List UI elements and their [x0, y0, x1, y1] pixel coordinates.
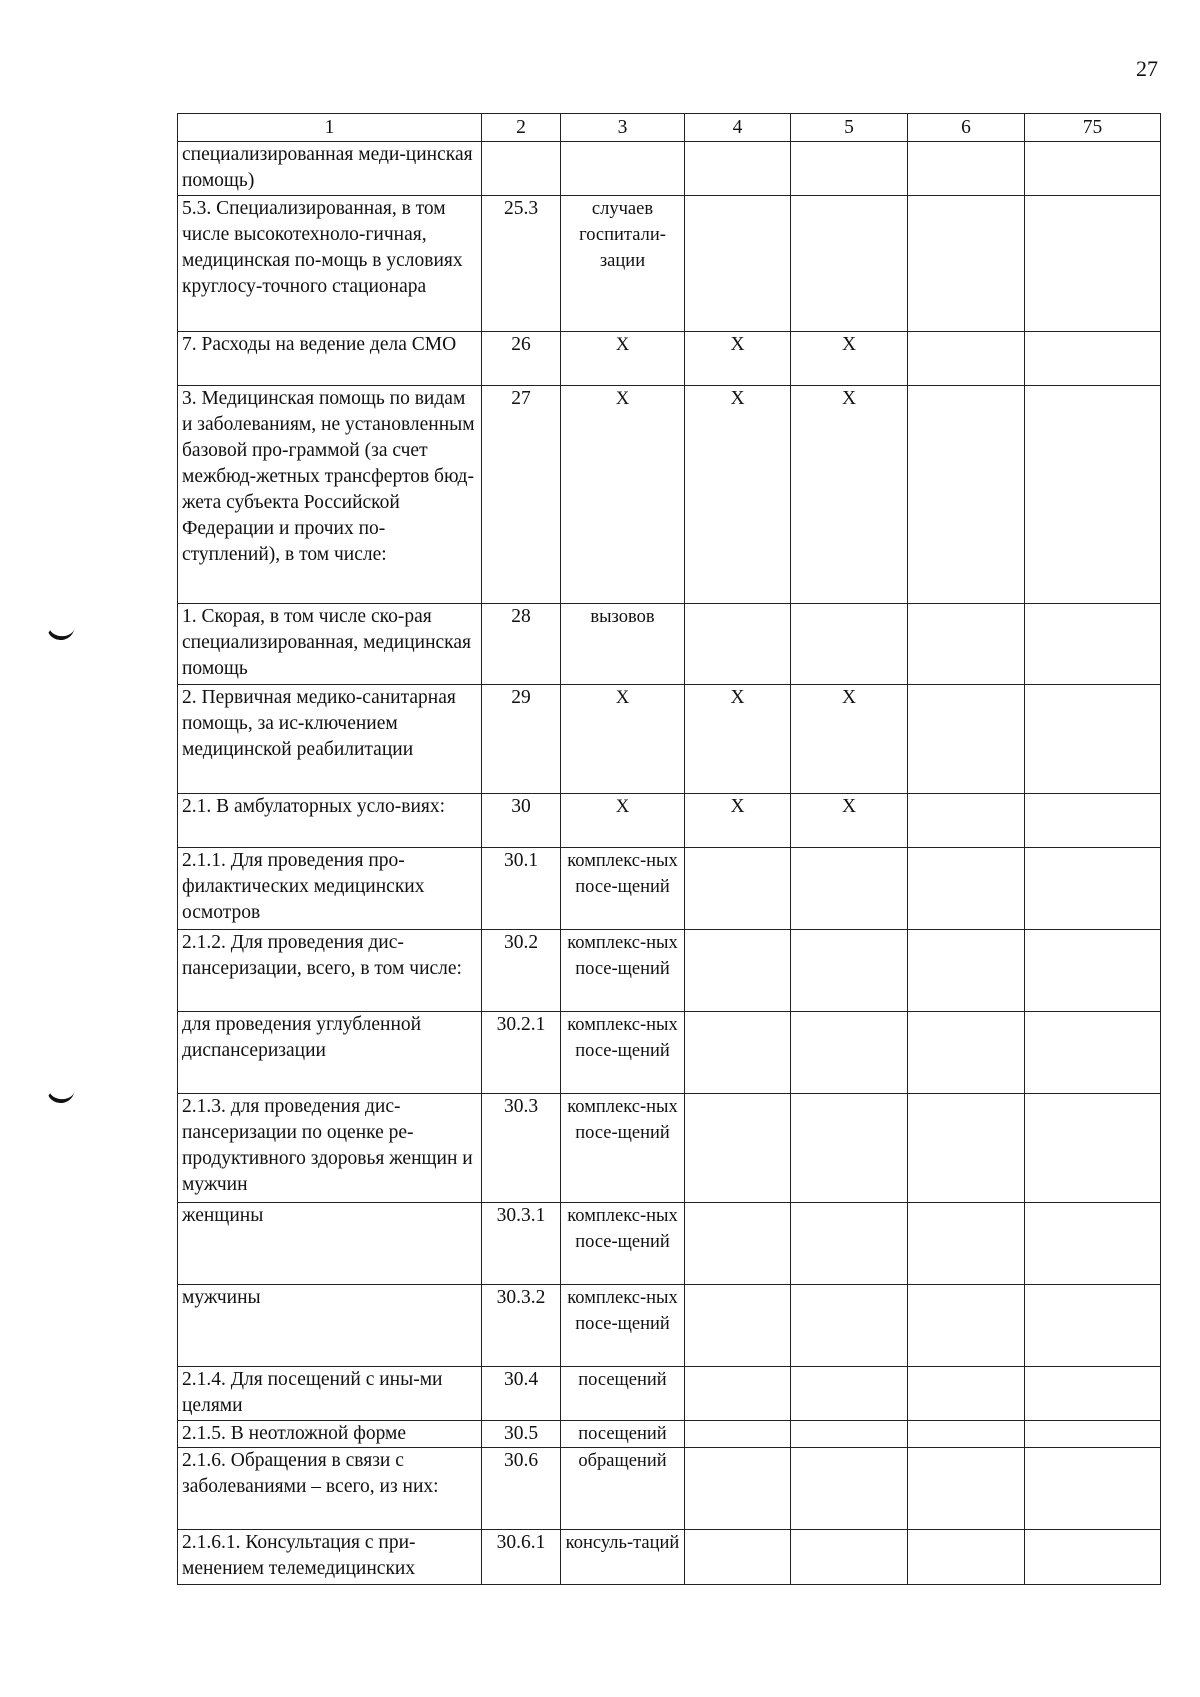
table-row — [178, 685, 1161, 794]
row-code-cell: 28 — [482, 604, 561, 685]
value-cell — [791, 930, 908, 1012]
row-code-cell: 30.2.1 — [482, 1012, 561, 1094]
value-cell — [908, 794, 1025, 848]
value-cell — [791, 196, 908, 332]
data-table — [177, 113, 1161, 1585]
table-row — [178, 196, 1161, 332]
table-row — [178, 1530, 1161, 1585]
value-cell — [685, 196, 791, 332]
unit-cell — [561, 142, 685, 196]
value-cell — [791, 604, 908, 685]
column-header: 75 — [1025, 114, 1161, 142]
row-code-cell: 30.3.1 — [482, 1203, 561, 1285]
row-code-cell: 30.4 — [482, 1367, 561, 1421]
value-cell — [685, 1367, 791, 1421]
value-cell — [685, 142, 791, 196]
table-row — [178, 1012, 1161, 1094]
value-cell — [685, 1094, 791, 1203]
unit-cell: X — [561, 332, 685, 386]
value-cell — [1025, 794, 1161, 848]
row-label-cell: 1. Скорая, в том числе ско-рая специализированная, медицинская помощь — [178, 604, 482, 685]
row-label-cell: 7. Расходы на ведение дела СМО — [178, 332, 482, 386]
value-cell — [685, 1012, 791, 1094]
row-label-cell: специализированная меди-цинская помощь) — [178, 142, 482, 196]
unit-cell: X — [561, 386, 685, 604]
value-cell: X — [791, 794, 908, 848]
value-cell — [1025, 1367, 1161, 1421]
value-cell — [685, 848, 791, 930]
value-cell — [908, 848, 1025, 930]
value-cell — [791, 142, 908, 196]
value-cell: X — [791, 332, 908, 386]
value-cell — [1025, 142, 1161, 196]
unit-cell: комплекс-ных посе-щений — [561, 1012, 685, 1094]
unit-cell: посещений — [561, 1421, 685, 1448]
value-cell: X — [685, 794, 791, 848]
value-cell — [908, 1421, 1025, 1448]
column-header: 3 — [561, 114, 685, 142]
value-cell — [908, 685, 1025, 794]
value-cell — [1025, 685, 1161, 794]
scan-mark — [45, 1083, 75, 1105]
value-cell — [1025, 1012, 1161, 1094]
value-cell — [1025, 1285, 1161, 1367]
table-row — [178, 930, 1161, 1012]
value-cell: X — [685, 332, 791, 386]
value-cell — [908, 604, 1025, 685]
row-code-cell: 29 — [482, 685, 561, 794]
value-cell — [1025, 848, 1161, 930]
value-cell — [791, 1012, 908, 1094]
value-cell — [791, 1203, 908, 1285]
value-cell — [685, 1530, 791, 1585]
page-number: 27 — [1136, 56, 1158, 81]
value-cell — [685, 930, 791, 1012]
value-cell — [1025, 1203, 1161, 1285]
value-cell: X — [791, 685, 908, 794]
unit-cell: X — [561, 685, 685, 794]
row-code-cell: 25.3 — [482, 196, 561, 332]
value-cell — [908, 930, 1025, 1012]
row-code-cell: 30.6 — [482, 1448, 561, 1530]
value-cell — [685, 1285, 791, 1367]
row-label-cell: 2.1.5. В неотложной форме — [178, 1421, 482, 1448]
value-cell — [908, 1367, 1025, 1421]
value-cell: X — [685, 685, 791, 794]
value-cell — [685, 1421, 791, 1448]
row-label-cell: 3. Медицинская помощь по видам и заболеваниям, не установленным базовой про-граммой (за счет межбюд-жетных трансфертов бюд-жета субъекта Российской Федерации и прочих по-ступлений), в том числе: — [178, 386, 482, 604]
row-label-cell: 5.3. Специализированная, в том числе высокотехноло-гичная, медицинская по-мощь в условиях круглосу-точного стационара — [178, 196, 482, 332]
value-cell — [1025, 604, 1161, 685]
value-cell — [685, 1203, 791, 1285]
table-row — [178, 794, 1161, 848]
row-label-cell: 2.1.6.1. Консультация с при-менением телемедицинских — [178, 1530, 482, 1585]
table-row — [178, 1094, 1161, 1203]
value-cell — [791, 1367, 908, 1421]
row-label-cell: 2. Первичная медико-санитарная помощь, за ис-ключением медицинской реабилитации — [178, 685, 482, 794]
table-row — [178, 142, 1161, 196]
unit-cell: посещений — [561, 1367, 685, 1421]
value-cell — [908, 1448, 1025, 1530]
table-row — [178, 332, 1161, 386]
unit-cell: X — [561, 794, 685, 848]
row-label-cell: 2.1.4. Для посещений с ины-ми целями — [178, 1367, 482, 1421]
value-cell — [791, 1421, 908, 1448]
table-row — [178, 604, 1161, 685]
value-cell — [1025, 930, 1161, 1012]
value-cell — [908, 196, 1025, 332]
value-cell — [908, 142, 1025, 196]
value-cell — [1025, 1530, 1161, 1585]
value-cell — [791, 848, 908, 930]
unit-cell: консуль-таций — [561, 1530, 685, 1585]
row-code-cell: 30.2 — [482, 930, 561, 1012]
row-label-cell: женщины — [178, 1203, 482, 1285]
value-cell — [908, 1285, 1025, 1367]
header-row — [178, 114, 1161, 142]
table-row — [178, 1285, 1161, 1367]
unit-cell: комплекс-ных посе-щений — [561, 1285, 685, 1367]
row-code-cell: 30.3 — [482, 1094, 561, 1203]
value-cell — [1025, 1448, 1161, 1530]
value-cell: X — [685, 386, 791, 604]
value-cell — [908, 1203, 1025, 1285]
value-cell — [791, 1094, 908, 1203]
row-label-cell: 2.1.3. для проведения дис-пансеризации по оценке ре-продуктивного здоровья женщин и мужчин — [178, 1094, 482, 1203]
row-label-cell: для проведения углубленной диспансеризации — [178, 1012, 482, 1094]
row-label-cell: 2.1.1. Для проведения про-филактических медицинских осмотров — [178, 848, 482, 930]
row-code-cell: 30.5 — [482, 1421, 561, 1448]
unit-cell: вызовов — [561, 604, 685, 685]
column-header: 6 — [908, 114, 1025, 142]
table-row — [178, 1203, 1161, 1285]
unit-cell: комплекс-ных посе-щений — [561, 1094, 685, 1203]
table-row — [178, 386, 1161, 604]
row-label-cell: 2.1. В амбулаторных усло-виях: — [178, 794, 482, 848]
value-cell — [1025, 386, 1161, 604]
unit-cell: комплекс-ных посе-щений — [561, 848, 685, 930]
value-cell — [1025, 196, 1161, 332]
value-cell — [685, 604, 791, 685]
row-code-cell: 27 — [482, 386, 561, 604]
column-header: 4 — [685, 114, 791, 142]
table-row — [178, 1448, 1161, 1530]
value-cell — [908, 332, 1025, 386]
row-code-cell: 30.6.1 — [482, 1530, 561, 1585]
unit-cell: обращений — [561, 1448, 685, 1530]
value-cell — [908, 1094, 1025, 1203]
row-code-cell: 30 — [482, 794, 561, 848]
unit-cell: случаев госпитали-зации — [561, 196, 685, 332]
value-cell — [791, 1448, 908, 1530]
table-row — [178, 1367, 1161, 1421]
row-code-cell: 30.3.2 — [482, 1285, 561, 1367]
table-row — [178, 848, 1161, 930]
value-cell — [685, 1448, 791, 1530]
value-cell — [791, 1530, 908, 1585]
column-header: 5 — [791, 114, 908, 142]
row-code-cell: 26 — [482, 332, 561, 386]
value-cell — [908, 1012, 1025, 1094]
row-label-cell: 2.1.6. Обращения в связи с заболеваниями – всего, из них: — [178, 1448, 482, 1530]
column-header: 1 — [178, 114, 482, 142]
value-cell — [1025, 1421, 1161, 1448]
value-cell: X — [791, 386, 908, 604]
column-header: 2 — [482, 114, 561, 142]
row-label-cell: 2.1.2. Для проведения дис-пансеризации, всего, в том числе: — [178, 930, 482, 1012]
scan-mark — [45, 620, 75, 642]
value-cell — [908, 1530, 1025, 1585]
unit-cell: комплекс-ных посе-щений — [561, 930, 685, 1012]
value-cell — [791, 1285, 908, 1367]
row-label-cell: мужчины — [178, 1285, 482, 1367]
row-code-cell — [482, 142, 561, 196]
table-row — [178, 1421, 1161, 1448]
value-cell — [908, 386, 1025, 604]
value-cell — [1025, 1094, 1161, 1203]
value-cell — [1025, 332, 1161, 386]
unit-cell: комплекс-ных посе-щений — [561, 1203, 685, 1285]
row-code-cell: 30.1 — [482, 848, 561, 930]
